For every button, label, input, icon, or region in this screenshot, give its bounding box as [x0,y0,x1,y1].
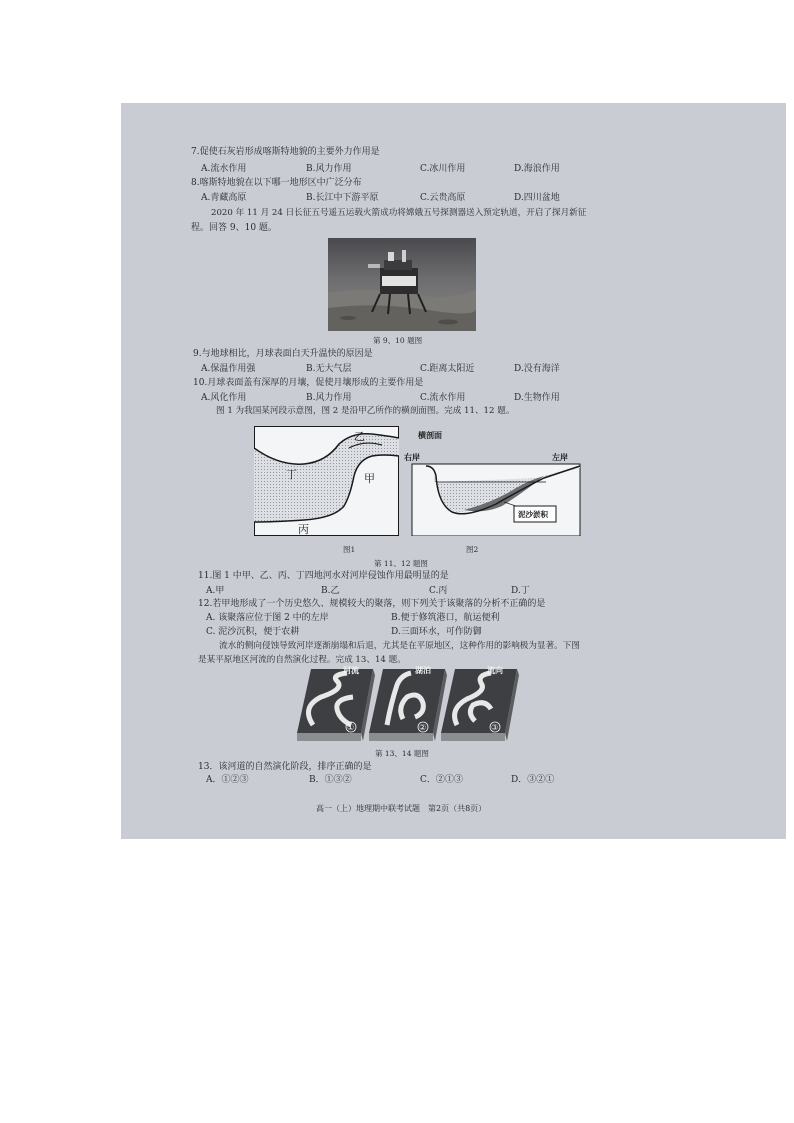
fig1-label-ding: 丁 [286,468,297,481]
q8-option-d: D.四川盆地 [514,193,560,203]
q7-stem: 7.促使石灰岩形成喀斯特地貌的主要外力作用是 [191,147,380,157]
q8-option-c: C.云贵高原 [420,193,466,203]
panel-3-num: ③ [491,723,499,732]
figures-11-12-caption: 第 11、12 题图 [374,559,428,568]
figure-1-river-map [254,426,399,536]
page-footer: 高一（上）地理期中联考试题 第2页（共8页） [316,804,487,813]
fig1-label-bing: 丙 [298,523,309,536]
q12-option-d: D.三面环水，可作防御 [391,627,482,637]
figures-13-14-caption: 第 13、14 题图 [375,749,429,758]
q13-option-a: A．①②③ [206,775,249,785]
fig1-label-jia: 甲 [364,472,375,485]
fig2-title: 横剖面 [418,431,442,440]
intro-11-12: 图 1 为我国某河段示意图，图 2 是沿甲乙所作的横剖面图。完成 11、12 题。 [216,406,515,416]
q11-option-a: A.甲 [206,586,225,596]
q9-option-c: C.距离太阳近 [420,364,475,374]
q7-option-c: C.冰川作用 [420,164,466,174]
q10-option-b: B.风力作用 [306,393,352,403]
fig2-left-bank: 左岸 [552,453,568,462]
q10-option-a: A.风化作用 [201,393,247,403]
q11-option-c: C.丙 [429,586,448,596]
figure-2-caption: 图2 [466,545,479,554]
river-panel-2 [369,665,447,741]
q11-option-d: D.丁 [511,586,530,596]
q7-option-d: D.海浪作用 [514,164,560,174]
q13-option-d: D．③②① [511,775,555,785]
q8-option-b: B.长江中下游平原 [306,193,379,203]
fig1-label-yi: 乙 [354,430,365,443]
intro-9-10-line2: 程。回答 9、10 题。 [191,223,277,233]
panel-3-label: 流向 [487,666,503,675]
q13-option-b: B．①③② [309,775,352,785]
q9-option-a: A.保温作用强 [201,364,256,374]
q7-option-b: B.风力作用 [306,164,352,174]
fig2-sediment-label: 泥沙淤积 [518,510,548,519]
q11-option-b: B.乙 [321,586,340,596]
q9-stem: 9.与地球相比，月球表面白天升温快的原因是 [193,349,373,359]
q12-option-c: C. 泥沙沉积，便于农耕 [206,627,300,637]
q13-stem: 13．该河道的自然演化阶段，排序正确的是 [198,762,372,772]
intro-9-10-line1: 2020 年 11 月 24 日长征五号遥五运载火箭成功将嫦娥五号探测器送入预定轨道，开启了探月新征 [211,208,587,218]
panel-1-label: 河流 [343,666,359,675]
intro-13-14-line1: 流水的侧向侵蚀导致河岸逐渐崩塌和后退，尤其是在平原地区，这种作用的影响极为显著。下图 [219,641,580,651]
q10-option-c: C.流水作用 [420,393,466,403]
intro-13-14-line2: 是某平原地区河流的自然演化过程。完成 13、14 题。 [198,655,406,665]
q12-option-a: A. 该聚落应位于图 2 中的左岸 [206,613,329,623]
photo-caption: 第 9、10 题图 [373,336,423,345]
river-evolution-figure [291,663,521,745]
panel-2-label: 湖泊 [415,666,431,675]
lunar-lander-photo [328,238,476,331]
q10-stem: 10.月球表面盖有深厚的月壤，促使月壤形成的主要作用是 [193,378,424,388]
panel-2-num: ② [419,723,427,732]
river-panel-3 [441,665,519,741]
q9-option-d: D.没有海洋 [514,364,560,374]
q12-option-b: B.便于修筑港口，航运便利 [391,613,500,623]
q11-stem: 11.图 1 中甲、乙、丙、丁四地河水对河岸侵蚀作用最明显的是 [198,571,449,581]
river-panel-1 [297,665,375,741]
q10-option-d: D.生物作用 [514,393,560,403]
q13-option-c: C．②①③ [420,775,463,785]
panel-1-num: ① [347,723,355,732]
figure-2-cross-section [404,426,584,536]
exam-page [121,103,786,839]
q9-option-b: B.无大气层 [306,364,352,374]
q8-option-a: A.青藏高原 [201,193,247,203]
q7-option-a: A.流水作用 [201,164,247,174]
fig2-right-bank: 右岸 [404,453,420,462]
q8-stem: 8.喀斯特地貌在以下哪一地形区中广泛分布 [191,178,362,188]
q12-stem: 12.若甲地形成了一个历史悠久、规模较大的聚落，则下列关于该聚落的分析不正确的是 [198,599,546,609]
figure-1-caption: 图1 [343,545,356,554]
